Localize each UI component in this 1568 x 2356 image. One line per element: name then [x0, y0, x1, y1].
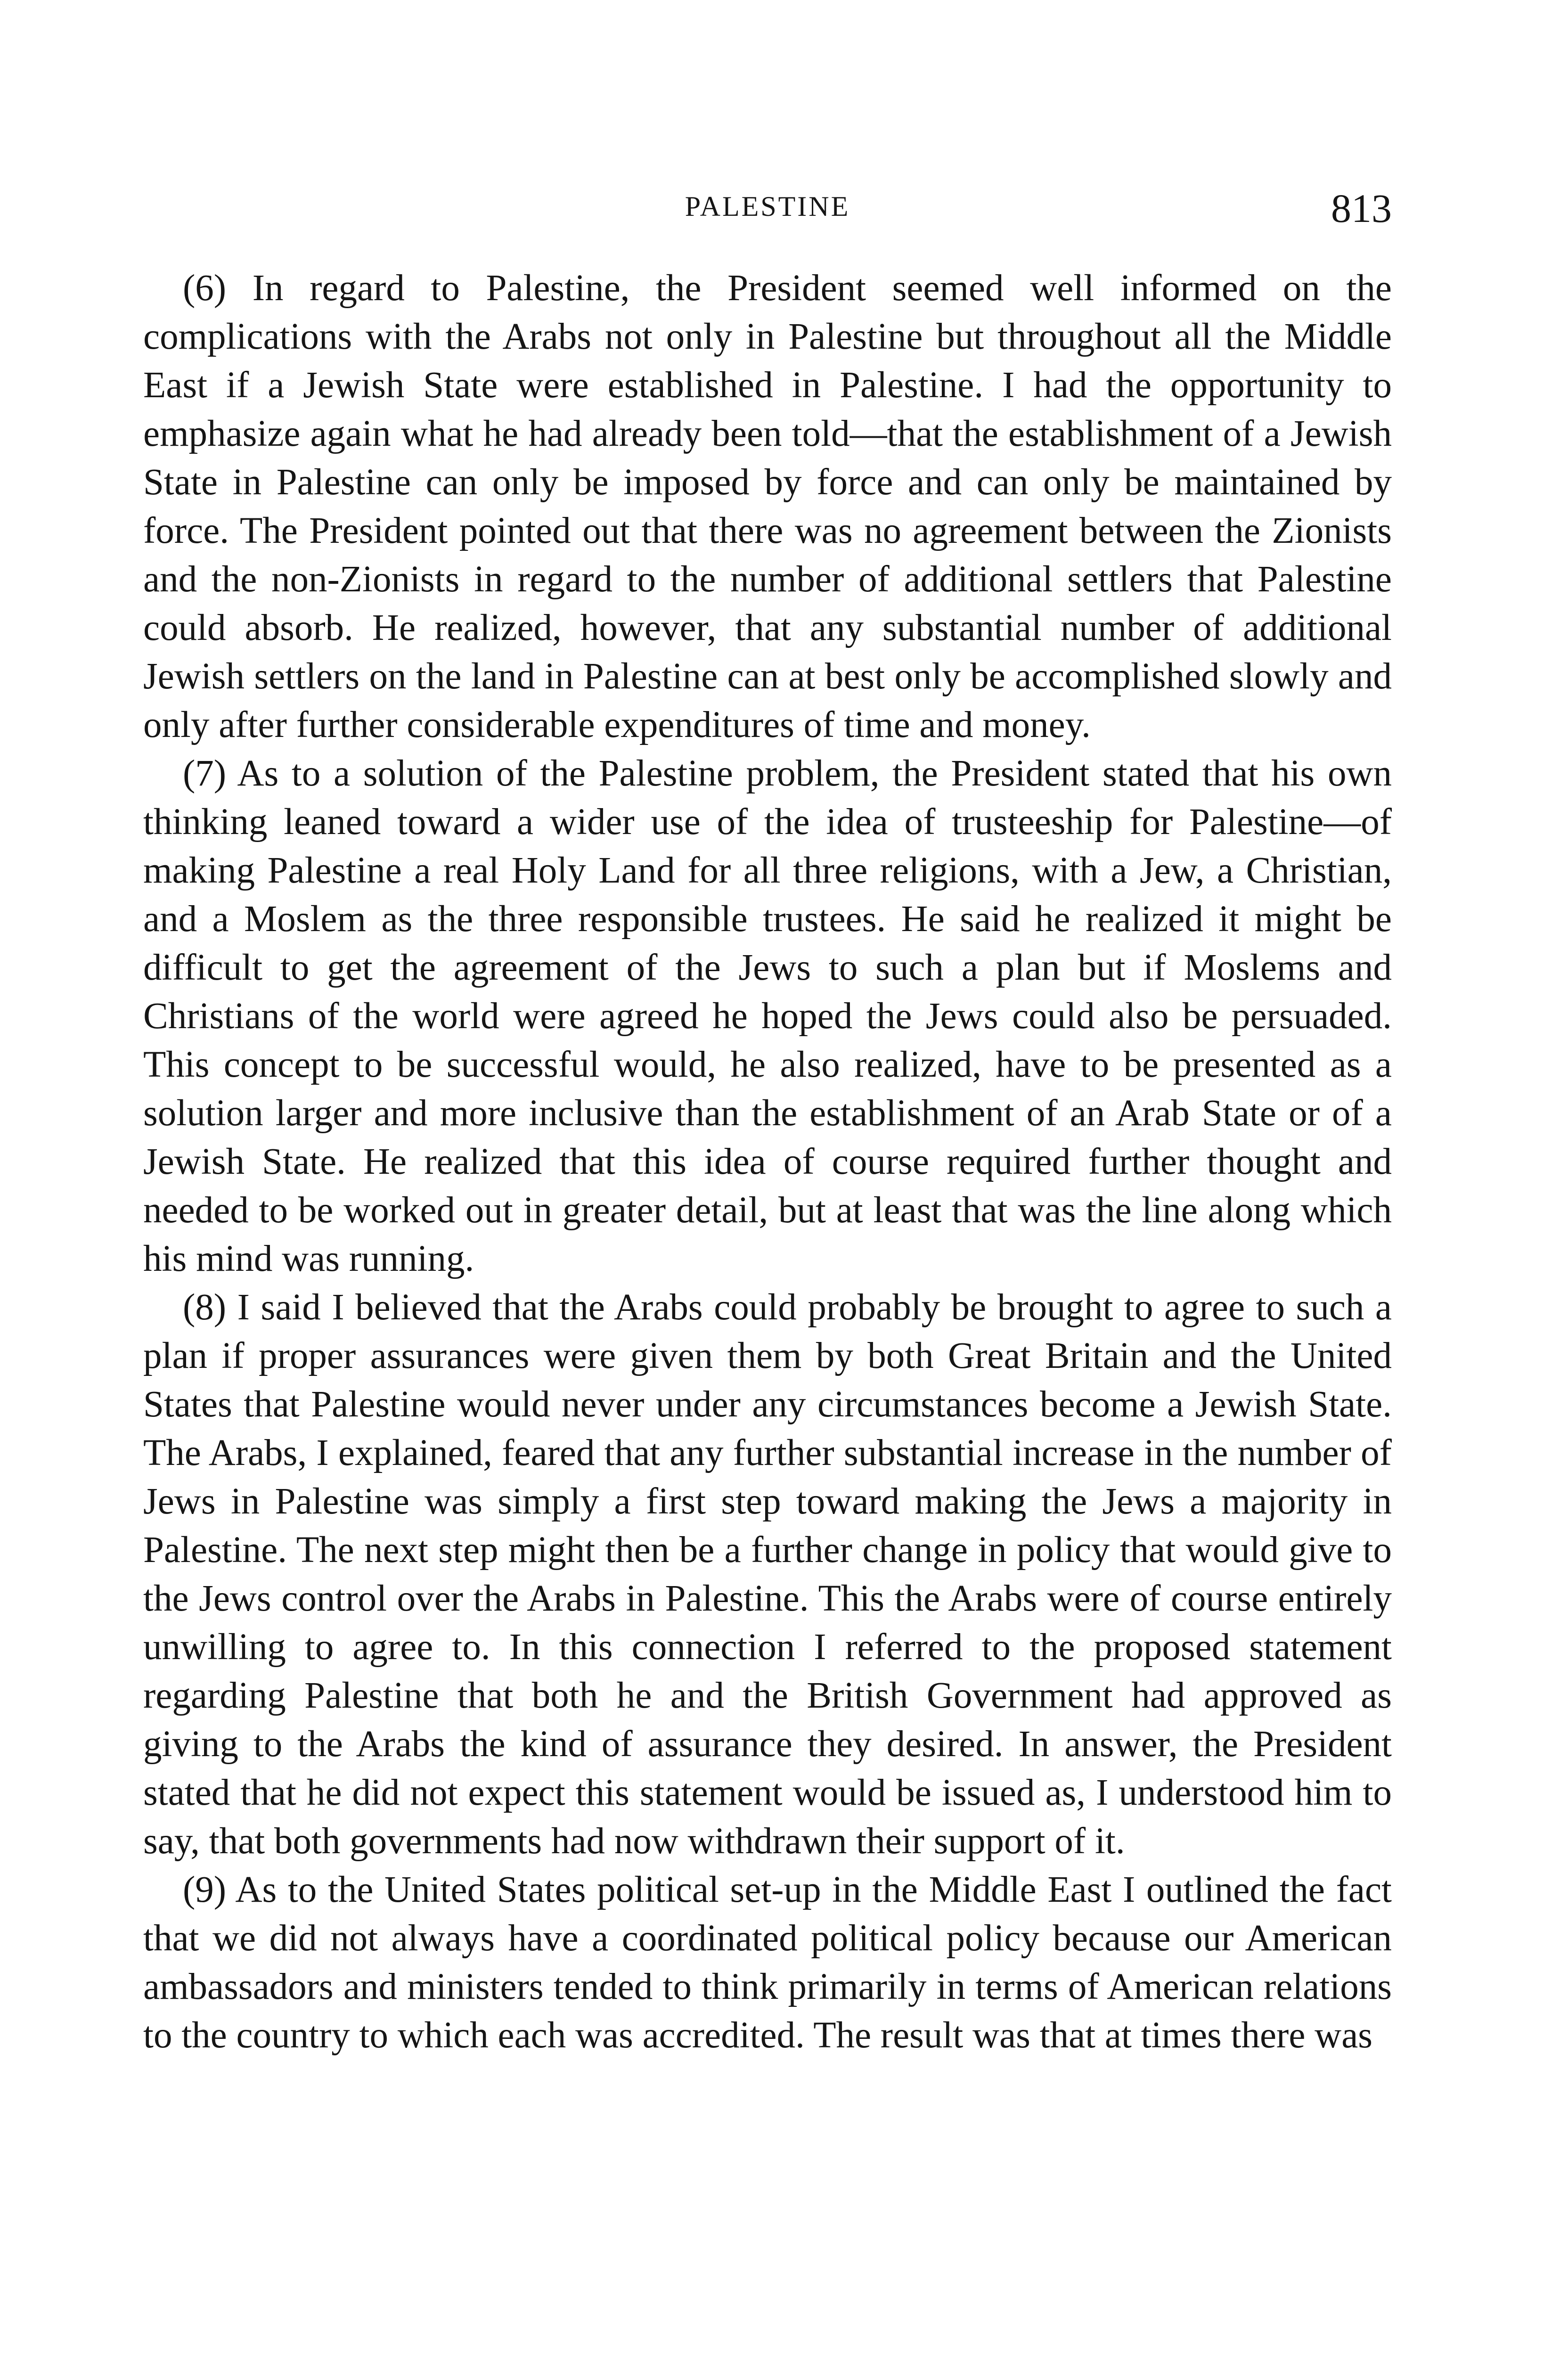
running-title: PALESTINE — [685, 191, 850, 222]
running-head — [143, 185, 1392, 237]
paragraph-6: (6) In regard to Palestine, the President seemed well informed on the complications with the Arabs not only in Palestine but throughout all the Middle East if a Jewish State were established in Palestine. I had the opportunity to emphasize again what he had already been told—that the establishment of a Jewish State in Palestine can only be imposed by force and can only be maintained by force. The President pointed out that there was no agreement between the Zionists and the non-Zionists in regard to the number of additional settlers that Palestine could absorb. He realized, however, that any substantial number of additional Jewish settlers on the land in Palestine can at best only be accomplished slowly and only after further considerable expenditures of time and money. — [143, 268, 1392, 745]
page-number: 813 — [1331, 186, 1392, 231]
paragraph-9: (9) As to the United States political set-up in the Middle East I outlined the fact that we did not always have a coordinated political policy because our American ambassadors and ministers tended to think primarily in terms of American relations to the country to which each was accredited. The result was that at times there was — [143, 1869, 1392, 2056]
paragraph-7: (7) As to a solution of the Palestine problem, the President stated that his own thinking leaned toward a wider use of the idea of trusteeship for Palestine—of making Palestine a real Holy Land for all three religions, with a Jew, a Christian, and a Moslem as the three responsible trustees. He said he realized it might be difficult to get the agreement of the Jews to such a plan but if Moslems and Christians of the world were agreed he hoped the Jews could also be persuaded. This concept to be successful would, he also realized, have to be presented as a solution larger and more inclusive than the establishment of an Arab State or of a Jewish State. He realized that this idea of course required further thought and needed to be worked out in greater detail, but at least that was the line along which his mind was running. — [143, 753, 1392, 1279]
paragraph-8: (8) I said I believed that the Arabs could probably be brought to agree to such a plan if proper assurances were given them by both Great Britain and the United States that Palestine would never under any circumstances become a Jewish State. The Arabs, I explained, feared that any further substantial increase in the number of Jews in Palestine was simply a first step toward making the Jews a majority in Palestine. The next step might then be a further change in policy that would give to the Jews control over the Arabs in Palestine. This the Arabs were of course entirely unwilling to agree to. In this connection I referred to the proposed statement regarding Palestine that both he and the British Government had approved as giving to the Arabs the kind of assurance they desired. In answer, the President stated that he did not expect this statement would be issued as, I understood him to say, that both governments had now withdrawn their support of it. — [143, 1287, 1392, 1862]
body-text — [143, 264, 1392, 2060]
